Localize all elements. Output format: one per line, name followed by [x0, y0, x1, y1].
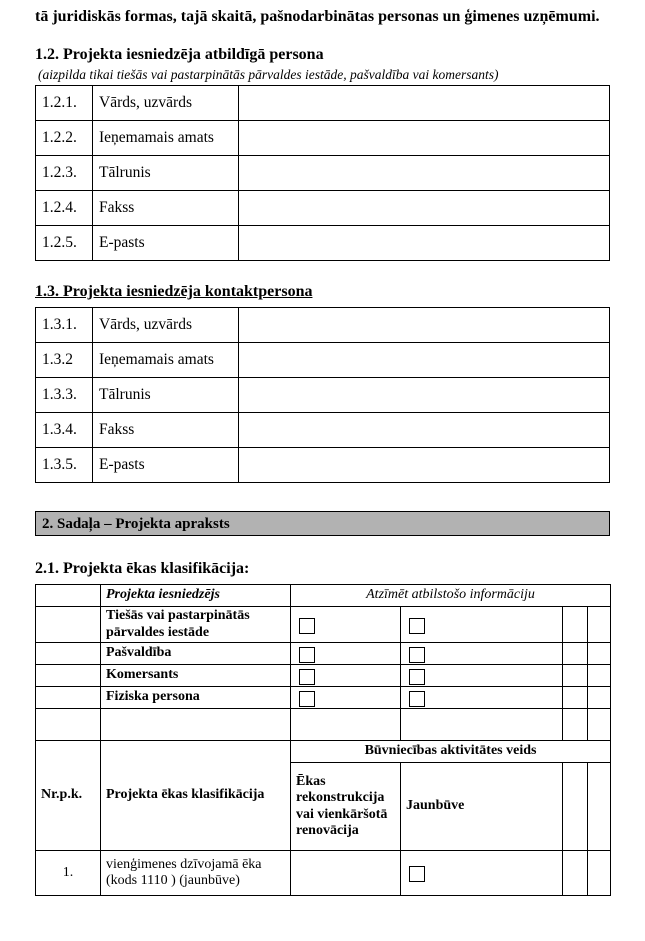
row-number: 1.2.5.	[36, 226, 93, 261]
row-number: 1.	[36, 851, 101, 896]
empty-cell	[291, 851, 401, 896]
row-number: 1.3.4.	[36, 413, 93, 448]
row-value-input[interactable]	[239, 448, 610, 483]
row-label: Fakss	[93, 191, 239, 226]
empty-cell	[563, 763, 588, 851]
checkbox-cell	[401, 851, 563, 896]
table-row	[36, 226, 610, 261]
row-label: Fakss	[93, 413, 239, 448]
row-number: 1.3.1.	[36, 308, 93, 343]
mark-info-header-cell: Atzīmēt atbilstošo informāciju	[291, 585, 611, 607]
applicant-type-label: Tiešās vai pastarpinātās pārvaldes iestāde	[101, 607, 291, 643]
table-row	[36, 741, 611, 763]
empty-cell	[588, 763, 611, 851]
empty-cell	[563, 851, 588, 896]
table-row	[36, 851, 611, 896]
row-number: 1.3.5.	[36, 448, 93, 483]
table-row	[36, 86, 610, 121]
row-label: Vārds, uzvārds	[93, 308, 239, 343]
building-classification-table	[35, 584, 611, 896]
row-label: Tālrunis	[93, 156, 239, 191]
reconstruction-header-cell: Ēkas rekonstrukcija vai vienkāršotā renovācija	[291, 763, 401, 851]
empty-cell	[36, 643, 101, 665]
row-number: 1.2.2.	[36, 121, 93, 156]
contact-person-table	[35, 307, 610, 483]
applicant-type-label: Komersants	[101, 665, 291, 687]
checkbox-pasvaldiba-2[interactable]	[409, 647, 425, 663]
empty-cell	[36, 585, 101, 607]
applicant-type-label: Pašvaldība	[101, 643, 291, 665]
section-1-2-title: 1.2. Projekta iesniedzēja atbildīgā persona	[35, 46, 324, 63]
row-value-input[interactable]	[239, 378, 610, 413]
checkbox-cell	[291, 607, 401, 643]
row-label: Ieņemamais amats	[93, 121, 239, 156]
new-building-header-cell: Jaunbūve	[401, 763, 563, 851]
classification-row-label: vienģimenes dzīvojamā ēka (kods 1110 ) (jaunbūve)	[101, 851, 291, 896]
row-number: 1.2.4.	[36, 191, 93, 226]
row-value-input[interactable]	[239, 308, 610, 343]
row-label: E-pasts	[93, 448, 239, 483]
classification-header-cell: Projekta ēkas klasifikācija	[101, 741, 291, 851]
checkbox-parvaldes-iestade-1[interactable]	[299, 618, 315, 634]
row-value-input[interactable]	[239, 121, 610, 156]
row-value-input[interactable]	[239, 413, 610, 448]
row-label: Vārds, uzvārds	[93, 86, 239, 121]
responsible-person-table	[35, 85, 610, 261]
nr-header-cell: Nr.p.k.	[36, 741, 101, 851]
spacer-row	[36, 709, 611, 741]
empty-cell	[563, 607, 588, 643]
section-1-2-subtitle: (aizpilda tikai tiešās vai pastarpinātās pārvaldes iestāde, pašvaldība vai komersants)	[38, 67, 499, 82]
checkbox-fiziska-persona-1[interactable]	[299, 691, 315, 707]
row-number: 1.2.3.	[36, 156, 93, 191]
empty-cell	[588, 851, 611, 896]
row-label: Tālrunis	[93, 378, 239, 413]
table-row	[36, 308, 610, 343]
table-row	[36, 643, 611, 665]
table-row	[36, 156, 610, 191]
applicant-type-label: Fiziska persona	[101, 687, 291, 709]
empty-cell	[291, 709, 401, 741]
empty-cell	[588, 687, 611, 709]
checkbox-cell	[291, 665, 401, 687]
checkbox-cell	[291, 687, 401, 709]
checkbox-cell	[401, 643, 563, 665]
checkbox-cell	[401, 607, 563, 643]
row-label: Ieņemamais amats	[93, 343, 239, 378]
table-row	[36, 687, 611, 709]
table-row	[36, 121, 610, 156]
table-row	[36, 413, 610, 448]
row-label: E-pasts	[93, 226, 239, 261]
checkbox-komersants-2[interactable]	[409, 669, 425, 685]
empty-cell	[36, 687, 101, 709]
checkbox-parvaldes-iestade-2[interactable]	[409, 618, 425, 634]
intro-paragraph: tā juridiskās formas, tajā skaitā, pašnodarbinātas personas un ģimenes uzņēmumi.	[35, 8, 600, 25]
activity-type-header-cell: Būvniecības aktivitātes veids	[291, 741, 611, 763]
table-row	[36, 607, 611, 643]
checkbox-pasvaldiba-1[interactable]	[299, 647, 315, 663]
empty-cell	[563, 665, 588, 687]
table-row	[36, 665, 611, 687]
empty-cell	[563, 687, 588, 709]
empty-cell	[563, 709, 588, 741]
section-2-banner: 2. Sadaļa – Projekta apraksts	[35, 511, 610, 536]
section-2-1-title: 2.1. Projekta ēkas klasifikācija:	[35, 560, 250, 577]
table-row	[36, 343, 610, 378]
table-row	[36, 448, 610, 483]
empty-cell	[36, 607, 101, 643]
empty-cell	[588, 665, 611, 687]
applicant-header-cell: Projekta iesniedzējs	[101, 585, 291, 607]
checkbox-jaunbuve-row1[interactable]	[409, 866, 425, 882]
empty-cell	[401, 709, 563, 741]
empty-cell	[36, 665, 101, 687]
row-value-input[interactable]	[239, 226, 610, 261]
empty-cell	[101, 709, 291, 741]
checkbox-cell	[291, 643, 401, 665]
table-row	[36, 191, 610, 226]
table-row	[36, 378, 610, 413]
row-value-input[interactable]	[239, 86, 610, 121]
table-row	[36, 585, 611, 607]
checkbox-fiziska-persona-2[interactable]	[409, 691, 425, 707]
row-value-input[interactable]	[239, 343, 610, 378]
empty-cell	[563, 643, 588, 665]
row-number: 1.2.1.	[36, 86, 93, 121]
checkbox-cell	[401, 665, 563, 687]
row-number: 1.3.3.	[36, 378, 93, 413]
row-number: 1.3.2	[36, 343, 93, 378]
checkbox-komersants-1[interactable]	[299, 669, 315, 685]
row-value-input[interactable]	[239, 156, 610, 191]
empty-cell	[588, 607, 611, 643]
row-value-input[interactable]	[239, 191, 610, 226]
empty-cell	[588, 643, 611, 665]
empty-cell	[588, 709, 611, 741]
empty-cell	[36, 709, 101, 741]
section-1-3-title: 1.3. Projekta iesniedzēja kontaktpersona	[35, 283, 313, 300]
checkbox-cell	[401, 687, 563, 709]
